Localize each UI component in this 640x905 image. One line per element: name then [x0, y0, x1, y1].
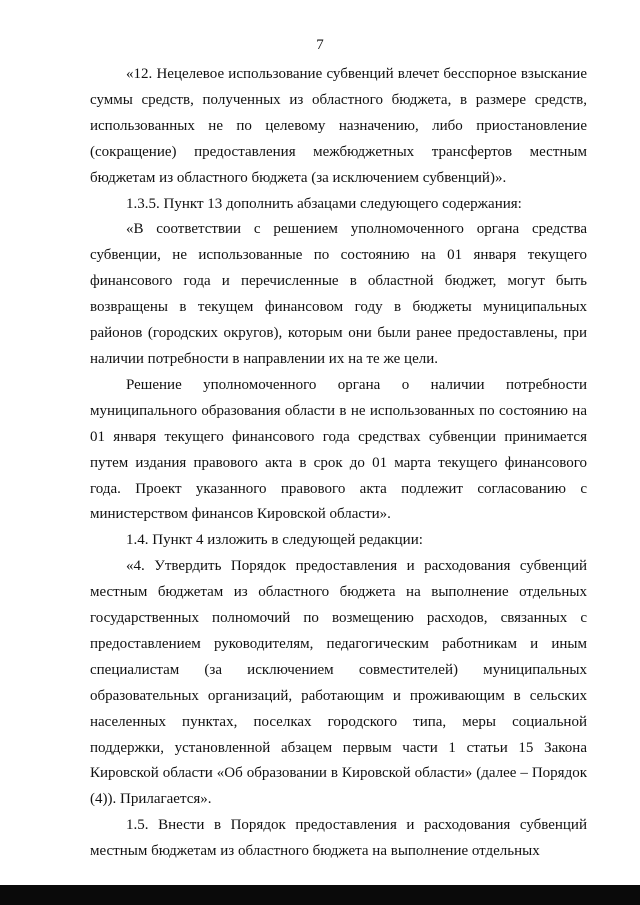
page-number: 7 — [316, 37, 324, 53]
paragraph-item-1-5: 1.5. Внести в Порядок предоставления и расходования субвенций местным бюджетам из областного бюджета на выполнение отдельных — [90, 817, 587, 860]
paragraph-approve-order: «4. Утвердить Порядок предоставления и расходования субвенций местным бюджетам из областного бюджета на выполнение отдельных государственных полномочий по возмещению расходов, связанных с предоставлением руководителям, педагогическим работникам и иным специалистам (за исключением совместителей) муниципальных образовательных организаций, работающим и проживающим в сельских населенных пунктах, поселках городского типа, меры социальной поддержки, установленной абзацем первым части 1 статьи 15 Закона Кировской области «Об образовании в Кировской области» (далее – Порядок (4)). Прилагается». — [90, 558, 587, 808]
paragraph-item-1-4: 1.4. Пункт 4 изложить в следующей редакции: — [126, 532, 423, 549]
paragraph-nontargeted-use: «12. Нецелевое использование субвенций влечет бесспорное взыскание суммы средств, полученных из областного бюджета, в размере средств, использованных не по целевому назначению, либо приостановление (сокращение) предоставления межбюджетных трансфертов местным бюджетам из областного бюджета (за исключением субвенций)». — [90, 66, 587, 186]
paragraph-subvention-return: «В соответствии с решением уполномоченного органа средства субвенции, не использованные по состоянию на 01 января текущего финансового года и перечисленные в областной бюджет, могут быть возвращены в текущем финансовом году в бюджеты муниципальных районов (городских округов), которым они были ранее предоставлены, при наличии потребности в направлении их на те же цели. — [90, 221, 587, 367]
paragraph-decision: Решение уполномоченного органа о наличии потребности муниципального образования области в не использованных по состоянию на 01 января текущего финансового года средствах субвенции принимается путем издания правового акта в срок до 01 марта текущего финансового года. Проект указанного правового акта подлежит согласованию с министерством финансов Кировской области». — [90, 376, 587, 523]
document-body — [90, 62, 587, 865]
paragraph-item-1-3-5: 1.3.5. Пункт 13 дополнить абзацами следующего содержания: — [126, 195, 522, 212]
scan-bottom-edge — [0, 885, 640, 905]
